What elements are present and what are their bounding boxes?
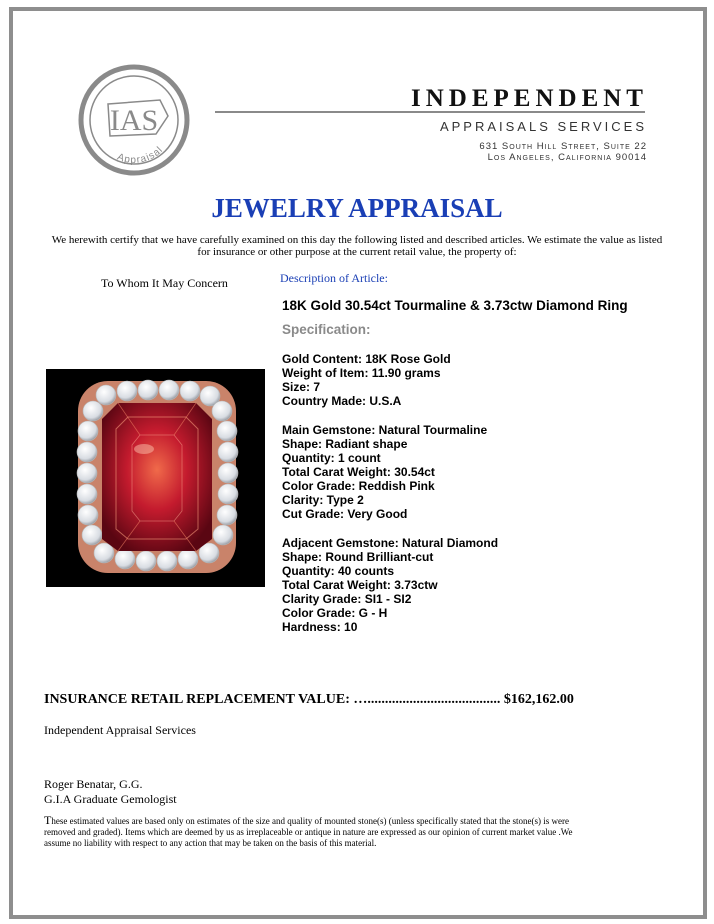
signer-title: G.I.A Graduate Gemologist xyxy=(44,792,177,806)
spec-group-main-gem xyxy=(282,423,487,521)
intro-paragraph: We herewith certify that we have carefully examined on this day the following listed and described articles. We estimate the value as listed for insurance or other purpose at the current retail value, the property of: xyxy=(51,234,663,258)
address-line-1: 631 South Hill Street, Suite 22 xyxy=(479,141,647,152)
description-label: Description of Article: xyxy=(280,271,388,285)
spec-line: Shape: Radiant shape xyxy=(282,437,408,451)
spec-line: Total Carat Weight: 3.73ctw xyxy=(282,578,438,592)
spec-line: Adjacent Gemstone: Natural Diamond xyxy=(282,536,499,550)
signer-block xyxy=(44,777,177,807)
ring-photo xyxy=(46,369,265,587)
header-rule xyxy=(215,111,645,113)
spec-line: Total Carat Weight: 30.54ct xyxy=(282,465,435,479)
brand-title: INDEPENDENT xyxy=(411,85,648,112)
signer-name: Roger Benatar, G.G. xyxy=(44,777,143,791)
spec-line: Shape: Round Brilliant-cut xyxy=(282,550,434,564)
brand-subtitle: APPRAISALS SERVICES xyxy=(439,119,647,134)
spec-line: Clarity Grade: SI1 - SI2 xyxy=(282,592,412,606)
spec-line: Weight of Item: 11.90 grams xyxy=(282,366,441,380)
spec-line: Main Gemstone: Natural Tourmaline xyxy=(282,423,488,437)
spec-line: Size: 7 xyxy=(282,380,321,394)
specification-label: Specification: xyxy=(282,322,371,337)
disclaimer xyxy=(44,815,584,849)
address-line-2: Los Angeles, California 90014 xyxy=(487,152,647,163)
insurance-value: INSURANCE RETAIL REPLACEMENT VALUE: …...................................... $162,162.00 xyxy=(44,692,574,707)
spec-line: Country Made: U.S.A xyxy=(282,394,402,408)
spec-group-metal xyxy=(282,352,451,408)
logo-ring-text: Appraisal xyxy=(115,144,166,166)
spec-line: Color Grade: G - H xyxy=(282,606,388,620)
item-title: 18K Gold 30.54ct Tourmaline & 3.73ctw Diamond Ring xyxy=(282,298,628,313)
document-title: JEWELRY APPRAISAL xyxy=(211,193,503,223)
disclaimer-initial: T xyxy=(44,813,52,827)
spec-line: Quantity: 1 count xyxy=(282,451,381,465)
spec-line: Clarity: Type 2 xyxy=(282,493,364,507)
spec-group-adjacent-gem xyxy=(282,536,498,634)
spec-line: Cut Grade: Very Good xyxy=(282,507,408,521)
recipient: To Whom It May Concern xyxy=(101,276,228,290)
spec-line: Color Grade: Reddish Pink xyxy=(282,479,435,493)
logo-monogram: IAS xyxy=(109,104,159,137)
ias-logo xyxy=(78,64,190,176)
disclaimer-text: hese estimated values are based only on estimates of the size and quality of mounted stone(s) (unless specifically stated that the stone(s) is were removed and graded). Items which are deemed by us as irreplaceable or antique in nature are expressed as our opinion of current market value .We assume no liability with respect to any action that may be taken on the basis of this material. xyxy=(44,816,573,848)
spec-line: Quantity: 40 counts xyxy=(282,564,395,578)
company-name: Independent Appraisal Services xyxy=(44,723,196,737)
spec-line: Gold Content: 18K Rose Gold xyxy=(282,352,451,366)
spec-line: Hardness: 10 xyxy=(282,620,358,634)
